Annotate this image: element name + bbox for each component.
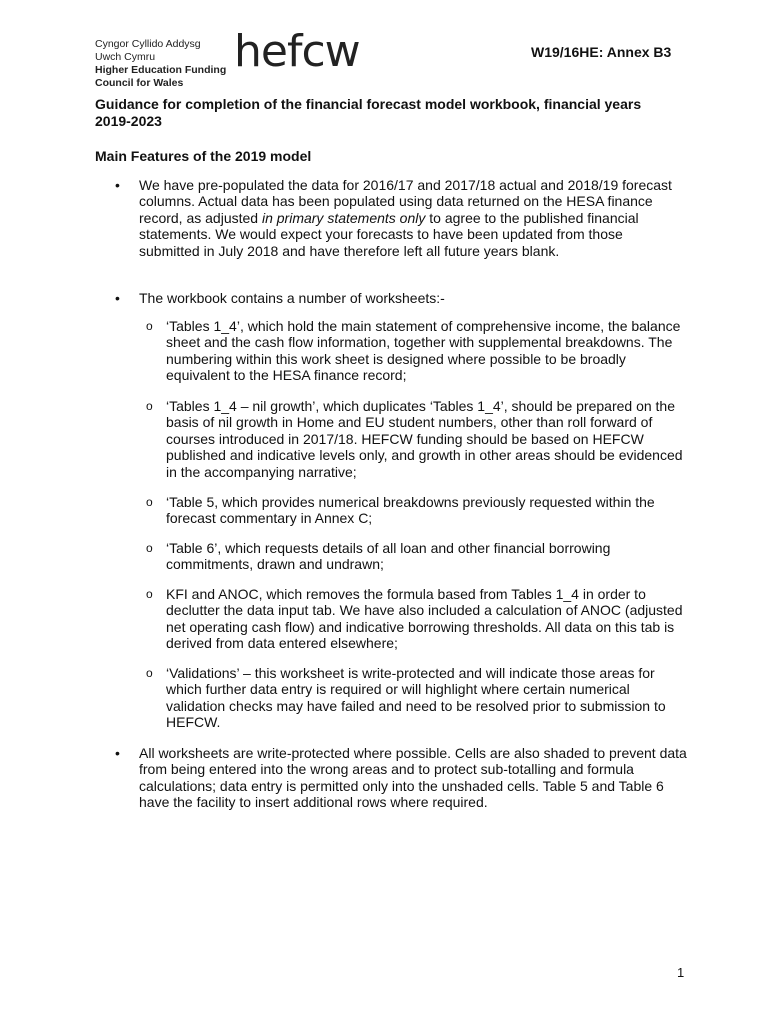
sub-item-validations <box>146 665 690 731</box>
sub-item-text: ‘Table 6’, which requests details of all loan and other financial borrowing commitments, drawn and undrawn; <box>166 540 611 573</box>
bullet-marker: • <box>115 177 120 193</box>
bullet-prepopulated-data <box>115 177 687 259</box>
sub-item-text: KFI and ANOC, which removes the formula based from Tables 1_4 in order to declutter the data input tab. We have also included a calculation of ANOC (adjusted net operating cash flow) and indicative borrowing thresholds. All data on this tab is derived from data entered elsewhere; <box>166 586 683 652</box>
document-title: Guidance for completion of the financial forecast model workbook, financial years 2019-2023 <box>95 96 642 129</box>
sub-item-table-6 <box>146 540 690 573</box>
page-number: 1 <box>677 965 685 980</box>
logo-english-line-1: Higher Education Funding <box>95 64 227 76</box>
section-heading: Main Features of the 2019 model <box>95 148 312 164</box>
sub-item-text: ‘Table 5, which provides numerical breakdowns previously requested within the forecast commentary in Annex C; <box>166 494 655 527</box>
bullet-write-protected <box>115 745 687 811</box>
bullet-text-part-2: to agree to the published financial statements. We would expect your forecasts to have been updated from those submitted in July 2018 and have therefore left all future years blank. <box>139 209 639 259</box>
bullet-text: All worksheets are write-protected where possible. Cells are also shaded to prevent data from being entered into the wrong areas and to protect sub-totalling and formula calculations; data entry is permitted only into the unshaded cells. Table 5 and Table 6 have the facility to insert additional rows where required. <box>139 745 687 811</box>
sub-item-kfi-anoc <box>146 586 690 652</box>
sub-item-text: ‘Validations’ – this worksheet is write-protected and will indicate those areas for which further data entry is required or will highlight where certain numerical validation checks may have failed and need to be resolved prior to submission to HEFCW. <box>166 665 666 731</box>
bullet-text-part-1: We have pre-populated the data for 2016/17 and 2017/18 actual and 2018/19 forecast columns. Actual data has been populated using data returned on the HESA finance record, as adjusted <box>139 177 672 226</box>
sub-item-tables-1-4 <box>146 318 690 384</box>
logo-welsh-line-1: Cyngor Cyllido Addysg <box>95 38 201 50</box>
logo-english-line-2: Council for Wales <box>95 77 184 89</box>
bullet-marker: • <box>115 745 120 761</box>
sub-marker: o <box>146 495 153 509</box>
logo-text <box>95 38 226 90</box>
sub-item-text: ‘Tables 1_4’, which hold the main statement of comprehensive income, the balance sheet and the cash flow information, together with supplemental breakdowns. The numbering within this work sheet is designed where possible to be broadly equivalent to the HESA finance record; <box>166 318 681 384</box>
sub-marker: o <box>146 666 153 680</box>
sub-item-tables-1-4-nil-growth <box>146 398 690 480</box>
document-reference: W19/16HE: Annex B3 <box>531 44 672 60</box>
bullet-text-italic: in primary statements only <box>261 209 426 226</box>
bullet-text: The workbook contains a number of worksheets:- <box>139 290 445 306</box>
sub-item-text: ‘Tables 1_4 – nil growth’, which duplicates ‘Tables 1_4’, should be prepared on the basis of nil growth in Home and EU student numbers, other than roll forward of courses introduced in 2017/18. HEFCW funding should be based on HEFCW published and indicative levels only, and growth in other areas should be evidenced in the accompanying narrative; <box>166 398 683 480</box>
bullet-worksheets-intro <box>115 290 687 306</box>
sub-marker: o <box>146 319 153 333</box>
sub-marker: o <box>146 541 153 555</box>
sub-marker: o <box>146 587 153 601</box>
logo-welsh-line-2: Uwch Cymru <box>95 51 156 63</box>
bullet-marker: • <box>115 290 120 306</box>
hefcw-logo: hefcw <box>234 26 360 77</box>
sub-marker: o <box>146 399 153 413</box>
sub-item-table-5 <box>146 494 690 527</box>
